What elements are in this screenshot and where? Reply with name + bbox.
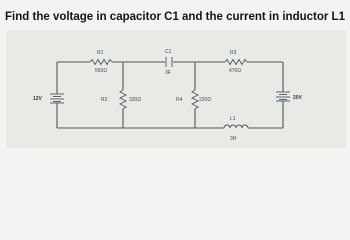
battery-right-label: 20V — [293, 95, 302, 101]
r4-name: R4 — [176, 97, 183, 103]
battery-left-symbol — [50, 94, 64, 103]
c1-capacitor-symbol — [166, 57, 172, 67]
r4-resistor-symbol — [192, 90, 198, 109]
r1-name: R1 — [97, 50, 104, 56]
r2-value: 330Ω — [129, 97, 142, 103]
r2-name: R2 — [101, 97, 108, 103]
r3-value: 470Ω — [229, 68, 242, 74]
r1-value: 560Ω — [95, 68, 108, 74]
r3-resistor-symbol — [225, 60, 247, 65]
r4-value: 220Ω — [199, 97, 212, 103]
r1-resistor-symbol — [90, 60, 112, 65]
l1-inductor-symbol — [224, 125, 248, 128]
c1-name: C1 — [165, 49, 172, 55]
battery-right-symbol — [276, 92, 290, 101]
c1-value: 3F — [165, 70, 171, 76]
r3-name: R3 — [230, 50, 237, 56]
question-text: Find the voltage in capacitor C1 and the current in inductor L1 — [5, 11, 345, 23]
l1-value: 3H — [230, 136, 237, 142]
r2-resistor-symbol — [120, 90, 126, 109]
battery-left-label: 12V — [33, 96, 42, 102]
l1-name: L1 — [230, 116, 236, 122]
